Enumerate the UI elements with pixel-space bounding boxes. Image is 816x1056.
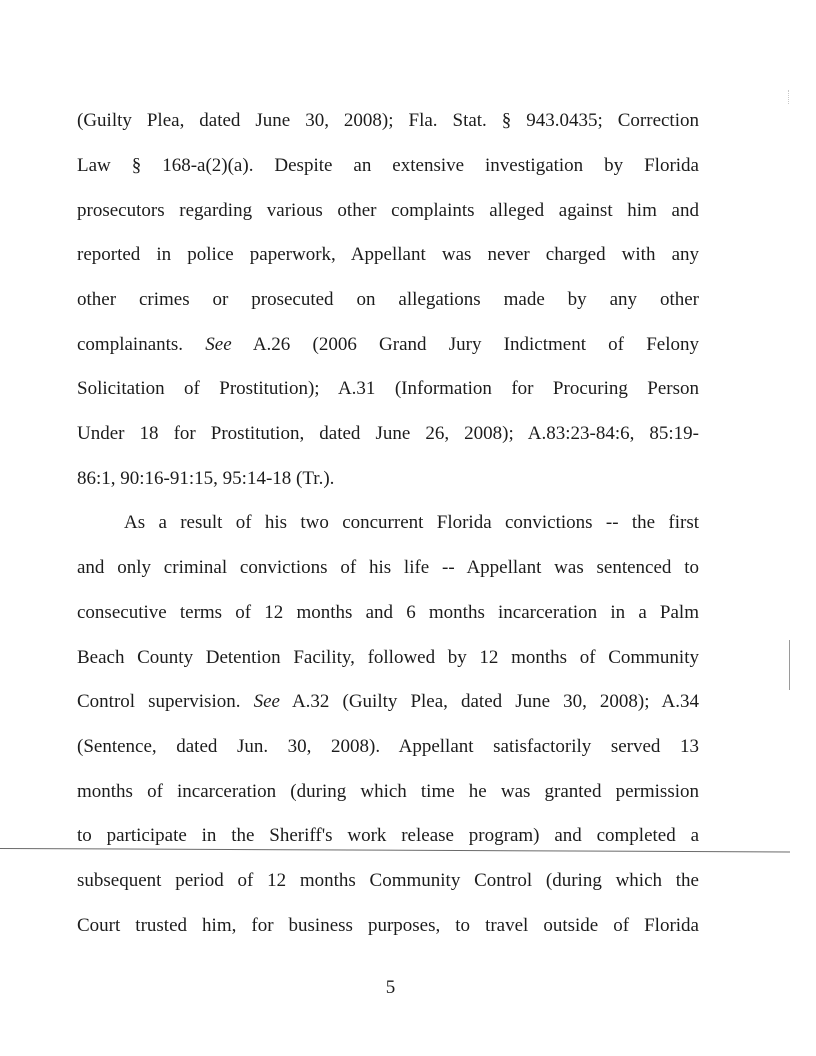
body-text-line	[77, 689, 699, 715]
paragraph-first-line: As a result of his two concurrent Florida convictions -- the first	[124, 512, 699, 533]
body-text-line: reported in police paperwork, Appellant was never charged with any	[77, 244, 699, 265]
body-text-line: other crimes or prosecuted on allegations made by any other	[77, 289, 699, 310]
text-segment: A.26 (2006 Grand Jury Indictment of Felony	[231, 334, 699, 355]
body-text-line: subsequent period of 12 months Community Control (during which the	[77, 870, 699, 891]
scan-edge-speck	[788, 90, 792, 104]
page-number: 5	[385, 977, 396, 998]
body-text-line: to participate in the Sheriff's work release program) and completed a	[77, 825, 699, 846]
text-segment: A.32 (Guilty Plea, dated June 30, 2008); A.34	[279, 691, 699, 712]
body-text-line: (Sentence, dated Jun. 30, 2008). Appellant satisfactorily served 13	[77, 736, 699, 757]
body-text-line: Solicitation of Prostitution); A.31 (Information for Procuring Person	[77, 378, 699, 399]
body-text-line: Court trusted him, for business purposes, to travel outside of Florida	[77, 915, 699, 936]
scan-edge-mark	[789, 640, 790, 690]
text-segment: complainants.	[77, 334, 206, 355]
body-text-line	[77, 332, 699, 358]
body-text-line: 86:1, 90:16-91:15, 95:14-18 (Tr.).	[77, 468, 335, 489]
body-text-line: consecutive terms of 12 months and 6 months incarceration in a Palm	[77, 602, 699, 623]
body-text-line: and only criminal convictions of his life -- Appellant was sentenced to	[77, 557, 699, 578]
citation-signal: See	[253, 691, 280, 712]
body-text-line: Beach County Detention Facility, followed by 12 months of Community	[77, 647, 699, 668]
body-text-line: prosecutors regarding various other complaints alleged against him and	[77, 200, 699, 221]
body-text-line: Law § 168-a(2)(a). Despite an extensive investigation by Florida	[77, 155, 699, 176]
text-segment: Control supervision.	[77, 691, 254, 712]
body-text-line: months of incarceration (during which time he was granted permission	[77, 781, 699, 802]
body-text-line: (Guilty Plea, dated June 30, 2008); Fla. Stat. § 943.0435; Correction	[77, 110, 699, 131]
body-text-line: Under 18 for Prostitution, dated June 26, 2008); A.83:23-84:6, 85:19-	[77, 423, 699, 444]
citation-signal: See	[205, 334, 232, 355]
